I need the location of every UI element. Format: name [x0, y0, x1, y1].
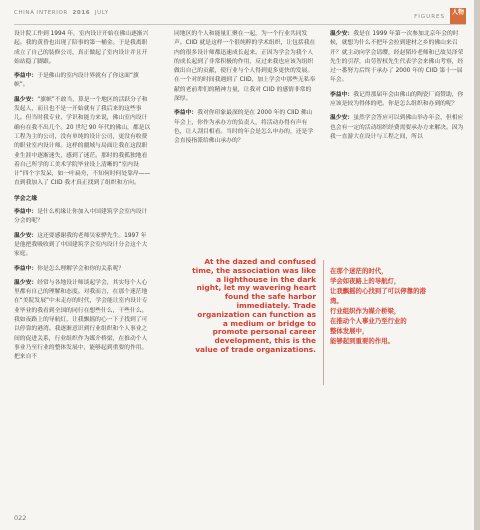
binding-edge — [474, 0, 480, 530]
pull-quote-english: At the dazed and confused time, the association was like a lighthouse in the dark night, let my wavering heart found the safe harbor immediately. Trade organization can function as a medium or bridge to promote personal career development, this is the value of trade organizations. — [192, 257, 316, 354]
speaker-name: 温少安： — [330, 31, 354, 37]
paragraph-text: 设计院工作到 1994 年，室内设计开始在佛山逐渐兴起。我的黄昏也出现了陪事的第一桶金。于是我离职成立了自己的装修公司，真正做起了室内设计并且开始站稳了脚跟。 — [14, 31, 149, 65]
interview-paragraph — [14, 208, 152, 227]
issue-year: 2016 — [72, 10, 91, 16]
section-label: FIGURES — [414, 13, 445, 20]
interview-paragraph — [14, 72, 152, 91]
paragraph-text: 这还要感谢我的老师吴家骅先生。1997 年是他把我吸收到了中国建筑学会室内设计分会这个大家庭。 — [14, 232, 148, 258]
paragraph-text: 我记得那届年会由佛山的陶瓷厂商赞助，你应该是较为得体的吧。你是怎么组织和办到的呢？ — [330, 91, 464, 108]
pull-quote-line: 能够起到重要的作用。 — [330, 337, 394, 345]
column-1 — [14, 30, 152, 368]
pull-quote-line: 在推动个人事业乃至行业的 — [330, 317, 407, 325]
section-tab: 人物 — [450, 8, 466, 25]
column-2 — [174, 30, 316, 152]
column-3 — [330, 30, 468, 147]
speaker-name: 李益中： — [14, 265, 38, 272]
pull-quote-line: 整体发展中， — [330, 327, 369, 335]
pull-quote-line: 让我飘摇的心找到了可以停靠的港湾。 — [330, 287, 426, 305]
interview-paragraph — [174, 109, 316, 146]
paragraph-text: “旗帜”不敢当，算是一个地区的活跃分子和发起人，而且也不是一开始就有了我后来的这些事儿。但当时我专业、学识和能力来说，佛山室内设计确有在我不出几个。20 世纪 90 年代的佛山，都是以工程为主的公司，没有单纯的设计公司，更没有收费的职业室内设计师。这样的疆域与局面让我在这段职业生涯中逐渐迷失，感到了迷茫。那时的我孤独地看着自己所学的工美术学院毕业设上清晰的“室内设计”四个字发呆，如一叶扁舟，不知何时何处靠岸——直到我加入了 CIID 我才真正找到了组织和方向。 — [14, 96, 151, 187]
speaker-name: 李益中： — [14, 209, 38, 216]
interview-paragraph — [14, 96, 152, 189]
subheading: 学会之缘 — [14, 195, 38, 202]
paragraph-text: 我对你印象最深的是在 2000 年的 CIID 佛山年会上，你作为承办方的负责人，将活动办得有声有色，让人刮目相看。当时的年会是怎么申办的，还是学会直接指派给佛山承办的？ — [174, 110, 314, 145]
paragraph-text: 于是佛山的室内设计界就有了你这面“旗帜”。 — [14, 73, 139, 89]
speaker-name: 李益中： — [14, 73, 38, 80]
paragraph-text: 同地区的个人和能量汇聚在一起，为一个行业共同发声。CIID 就是这样一个很纯粹的学术组织，让包括我在内的很多设计师都迅速成长起来。正因为学会为我个人的成长起到了非常积极的作用，反过来我也应该为组织做出自己的贡献，使行业与个人得到更多更快的发展。在一个对的时间我遇到了 CIID，加上学会中那些无私奉献的老前辈们的精神力量，让我对 CIID 的感情非常的深厚。 — [174, 31, 316, 103]
interview-paragraph — [330, 30, 468, 86]
pull-quote-chinese — [330, 266, 430, 346]
pull-quote-line: 行业组织作为媒介桥梁， — [330, 307, 401, 315]
interview-paragraph — [14, 279, 152, 363]
page-number: 022 — [14, 514, 27, 522]
running-header — [14, 10, 109, 16]
pull-quote-divider — [323, 260, 324, 385]
paragraph-text: 你是怎么理解学会和你的关系呢？ — [37, 265, 125, 272]
paragraph-text: 虽然学会答应可以到佛山举办年会，但相应也会有一定的活动组织经费需要承办方来解决。因为我一直游大在设计与工程之间，所以 — [330, 115, 464, 140]
section-header — [414, 8, 466, 25]
speaker-name: 李益中： — [330, 91, 354, 98]
paragraph-text: 是什么机缘让你加入中国建筑学会室内设计分会的呢？ — [14, 209, 148, 225]
speaker-name: 温少安： — [14, 279, 38, 286]
speaker-name: 温少安： — [330, 115, 354, 122]
magazine-name: CHINA INTERIOR — [14, 10, 68, 16]
body-paragraph — [174, 30, 316, 104]
pull-quote-line: 学会如夜路上的导航灯， — [330, 277, 401, 285]
pull-quote-line: 在那个迷茫的时代， — [330, 267, 388, 275]
interview-paragraph — [330, 114, 468, 142]
interview-paragraph — [330, 91, 468, 110]
paragraph-text: 经常与各地设计师谈起学会，其实每个人心里都有自己的理解和态度。对我而言，在那个迷茫地在“美院发展”中未走存的时代，学会能让室内设计专业毕业的我看到全国的同行在想些什么，干些什么。我如夜路上的导航灯，让我飘摇的心一下子找到了可以停靠的港湾。我逐渐意识到行业组织和个人事业之间的促进关系，行业组织作为媒介桥梁，在推动个人事业乃至行业的整体发展中，能够起到重要的作用。把来自不 — [14, 279, 148, 361]
paragraph-text: 我是在 1999 年第一次参加北京年会的时候，就想为什么不把年会拉到建材之乡的佛山来召开？就主动向学会请缨，经赵韬玲老师和已故吴泽荣先生的引荐，由劳智权先生代表学会来佛山考察，经过一番努力后终于承办了 2000 年的 CIID 第十一届年会。 — [330, 31, 464, 84]
interview-paragraph — [14, 232, 152, 260]
speaker-name: 温少安： — [14, 232, 38, 239]
interview-paragraph — [14, 265, 152, 274]
header-rule — [14, 24, 466, 25]
speaker-name: 李益中： — [174, 110, 198, 117]
issue-month: JULY — [94, 10, 109, 16]
speaker-name: 温少安： — [14, 96, 38, 103]
body-paragraph — [14, 30, 152, 67]
